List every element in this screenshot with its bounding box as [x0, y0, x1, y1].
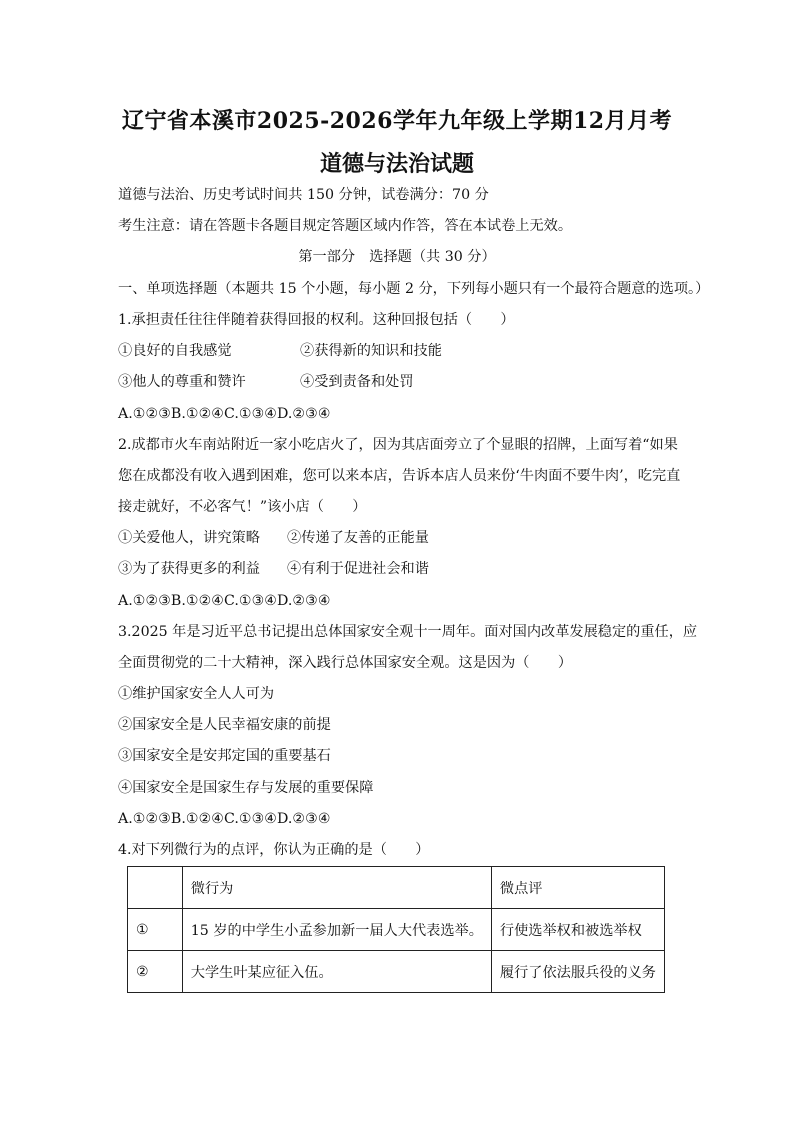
q3-stem-line2: 全面贯彻党的二十大精神，深入践行总体国家安全观。这是因为（ ） [118, 655, 573, 671]
table-header-row [128, 867, 665, 909]
exam-title: 辽宁省本溪市2025-2026学年九年级上学期12月月考 [121, 108, 673, 134]
exam-notice: 考生注意：请在答题卡各题目规定答题区域内作答，答在本试卷上无效。 [118, 218, 573, 234]
q1-option-3: ③他人的尊重和赞许 [118, 374, 246, 390]
section-intro: 一、单项选择题（本题共 15 个小题，每小题 2 分，下列每小题只有一个最符合题意的选项。） [118, 281, 710, 297]
q1-stem: 1.承担责任往往伴随着获得回报的权利。这种回报包括（ ） [118, 312, 515, 328]
table-row [128, 951, 665, 993]
table-cell: 15 岁的中学生小孟参加新一届人大代表选举。 [182, 909, 491, 951]
q2-stem-line2: 您在成都没有收入遇到困难，您可以来本店，告诉本店人员来份‘牛肉面不要牛肉’，吃完直 [118, 468, 681, 484]
table-cell: ① [128, 909, 183, 951]
table-cell: 大学生叶某应征入伍。 [182, 951, 491, 993]
exam-subject-title: 道德与法治试题 [319, 151, 474, 177]
q2-choices: A.①②③B.①②④C.①③④D.②③④ [118, 593, 331, 609]
q3-option-3: ③国家安全是安邦定国的重要基石 [118, 748, 331, 764]
table-header-cell: 微行为 [182, 867, 491, 909]
q2-option-4: ④有利于促进社会和谐 [287, 561, 429, 577]
q2-option-2: ②传递了友善的正能量 [287, 530, 429, 546]
q3-choices: A.①②③B.①②④C.①③④D.②③④ [118, 811, 331, 827]
q2-option-1: ①关爱他人，讲究策略 [118, 530, 260, 546]
q1-choices: A.①②③B.①②④C.①③④D.②③④ [118, 406, 331, 422]
table-header-cell: 微点评 [491, 867, 664, 909]
q3-stem-line1: 3.2025 年是习近平总书记提出总体国家安全观十一周年。面对国内改革发展稳定的重任，应 [118, 624, 698, 640]
q1-option-2: ②获得新的知识和技能 [300, 343, 442, 359]
q3-option-4: ④国家安全是国家生存与发展的重要保障 [118, 780, 374, 796]
table-header-cell [128, 867, 183, 909]
q4-stem: 4.对下列微行为的点评，你认为正确的是（ ） [118, 842, 430, 858]
q2-stem-line3: 接走就好，不必客气！”该小店（ ） [118, 499, 367, 515]
part1-heading: 第一部分 选择题（共 30 分） [298, 249, 496, 265]
q2-option-3: ③为了获得更多的利益 [118, 561, 260, 577]
q1-option-1: ①良好的自我感觉 [118, 343, 232, 359]
table-cell: ② [128, 951, 183, 993]
table-row [128, 909, 665, 951]
exam-time-info: 道德与法治、历史考试时间共 150 分钟，试卷满分：70 分 [118, 187, 489, 203]
q3-option-2: ②国家安全是人民幸福安康的前提 [118, 717, 331, 733]
table-cell: 行使选举权和被选举权 [491, 909, 664, 951]
q2-stem-line1: 2.成都市火车南站附近一家小吃店火了，因为其店面旁立了个显眼的招牌，上面写着“如果 [118, 437, 678, 453]
table-cell: 履行了依法服兵役的义务 [491, 951, 664, 993]
q1-option-4: ④受到责备和处罚 [300, 374, 414, 390]
q3-option-1: ①维护国家安全人人可为 [118, 686, 275, 702]
q4-table [127, 866, 665, 993]
